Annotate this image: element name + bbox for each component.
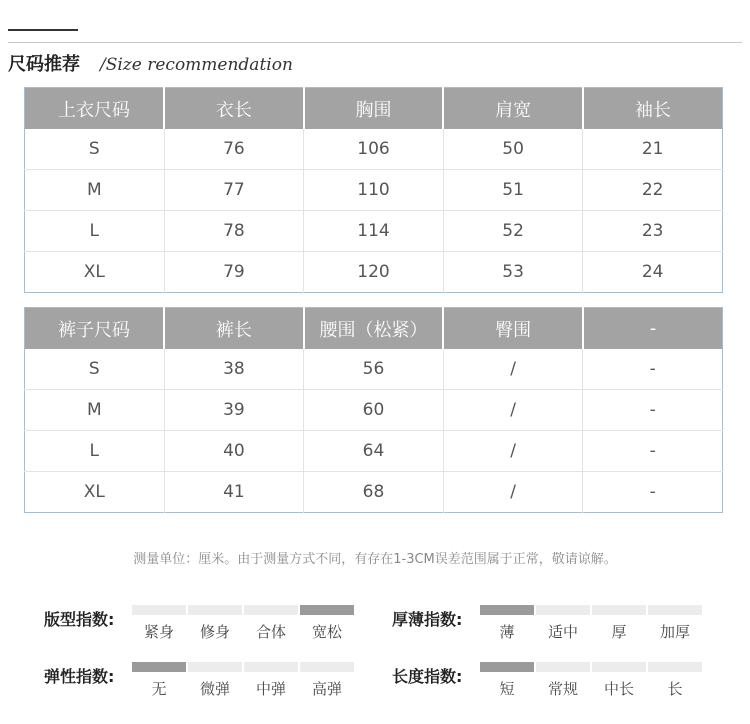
table-header-row — [25, 308, 723, 350]
table-cell: - — [583, 431, 723, 472]
table-cell: 40 — [164, 431, 304, 472]
section-title-en: /Size recommendation — [100, 55, 293, 75]
bottom-size-table — [24, 307, 723, 513]
index-option-label: 高弹 — [311, 680, 342, 698]
table-cell: 79 — [164, 252, 304, 293]
index-option-label: 中长 — [603, 680, 634, 698]
index-option-label: 修身 — [199, 623, 230, 641]
table-cell: M — [25, 170, 165, 211]
table-cell: - — [583, 349, 723, 390]
index-option — [480, 605, 534, 642]
index-option — [132, 605, 186, 642]
table-cell: 38 — [164, 349, 304, 390]
table-row — [25, 431, 723, 472]
table-cell: - — [583, 390, 723, 431]
index-bar-selected — [480, 605, 534, 615]
section-header — [8, 50, 293, 76]
table-header-cell: 腰围（松紧） — [304, 308, 444, 350]
table-cell: 41 — [164, 472, 304, 513]
table-header-cell: 衣长 — [164, 88, 304, 130]
table-cell: 24 — [641, 262, 664, 282]
index-option — [244, 662, 298, 699]
table-header-cell: 肩宽 — [443, 88, 583, 130]
index-option — [188, 605, 242, 642]
index-bar — [648, 662, 702, 672]
measurement-note: 测量单位：厘米。由于测量方式不同，有存在1-3CM误差范围属于正常，敬请谅解。 — [133, 552, 617, 567]
table-cell: 76 — [164, 129, 304, 170]
table-cell: - — [649, 482, 656, 502]
index-option — [300, 605, 354, 642]
index-option-label: 加厚 — [659, 623, 690, 641]
table-cell: 52 — [443, 211, 583, 252]
table-cell: L — [25, 431, 165, 472]
index-option — [592, 662, 646, 699]
fit-index — [44, 605, 364, 661]
index-option-label: 合体 — [255, 623, 286, 641]
table-cell: S — [25, 129, 165, 170]
table-cell: 60 — [304, 390, 444, 431]
table-cell: 114 — [304, 211, 444, 252]
index-option-label: 厚 — [611, 623, 627, 641]
index-option — [188, 662, 242, 699]
table-cell: 68 — [304, 472, 444, 513]
table-cell: / — [443, 390, 583, 431]
table-cell: / — [443, 349, 583, 390]
table-cell: 106 — [304, 129, 444, 170]
index-option-label: 薄 — [499, 623, 515, 641]
table-cell: 22 — [583, 170, 723, 211]
table-row — [25, 472, 723, 513]
top-size-table — [24, 87, 723, 293]
section-title-cn: 尺码推荐 — [8, 54, 80, 75]
table-cell: 78 — [164, 211, 304, 252]
index-option — [244, 605, 298, 642]
table-header-cell: 裤长 — [164, 308, 304, 350]
table-cell: / — [443, 472, 583, 513]
table-header-cell: - — [583, 308, 723, 350]
table-header-cell: 臀围 — [443, 308, 583, 350]
index-bar-selected — [480, 662, 534, 672]
table-cell: S — [25, 349, 165, 390]
index-bar — [592, 605, 646, 615]
table-cell: 120 — [304, 252, 444, 293]
index-option-label: 长 — [667, 680, 683, 698]
table-row — [25, 390, 723, 431]
elasticity-index — [44, 662, 364, 718]
index-bar — [300, 662, 354, 672]
table-header-row — [25, 88, 723, 130]
table-cell: / — [443, 431, 583, 472]
index-bar — [648, 605, 702, 615]
index-bar-selected — [132, 662, 186, 672]
table-cell: 64 — [304, 431, 444, 472]
table-cell: 51 — [443, 170, 583, 211]
index-option-label: 适中 — [547, 623, 578, 641]
index-bar — [132, 605, 186, 615]
thickness-index — [392, 605, 712, 661]
index-label: 版型指数: — [44, 610, 115, 629]
index-option-label: 微弹 — [199, 680, 230, 698]
table-cell: 110 — [304, 170, 444, 211]
table-cell: M — [25, 390, 165, 431]
table-header-cell: 裤子尺码 — [25, 308, 165, 350]
table-row — [25, 170, 723, 211]
table-cell: 39 — [164, 390, 304, 431]
index-label: 弹性指数: — [44, 667, 115, 686]
index-option — [536, 605, 590, 642]
index-option-label: 宽松 — [311, 623, 342, 641]
table-cell: L — [25, 211, 165, 252]
index-option-label: 短 — [499, 680, 515, 698]
index-bar — [244, 605, 298, 615]
table-cell: 53 — [443, 252, 583, 293]
table-row — [25, 349, 723, 390]
index-option — [480, 662, 534, 699]
index-option — [648, 605, 702, 642]
index-label: 长度指数: — [392, 667, 463, 686]
index-bar — [188, 662, 242, 672]
index-option-label: 常规 — [547, 680, 578, 698]
index-option — [536, 662, 590, 699]
table-row — [25, 129, 723, 170]
table-row — [25, 211, 723, 252]
index-bar — [188, 605, 242, 615]
index-option — [132, 662, 186, 699]
index-bar — [244, 662, 298, 672]
table-cell: 77 — [164, 170, 304, 211]
header-divider — [8, 42, 742, 43]
index-bar — [592, 662, 646, 672]
index-label: 厚薄指数: — [392, 610, 463, 629]
header-accent-bar — [8, 29, 78, 31]
table-header-cell: 袖长 — [583, 88, 723, 130]
table-header-cell: 上衣尺码 — [25, 88, 165, 130]
index-bar-selected — [300, 605, 354, 615]
table-header-cell: 胸围 — [304, 88, 444, 130]
index-option-label: 中弹 — [255, 680, 286, 698]
index-option — [592, 605, 646, 642]
length-index — [392, 662, 712, 718]
table-cell: XL — [25, 472, 165, 513]
index-bar — [536, 662, 590, 672]
table-cell: 50 — [443, 129, 583, 170]
index-option-label: 紧身 — [143, 623, 174, 641]
table-cell: 21 — [583, 129, 723, 170]
index-option — [648, 662, 702, 699]
table-cell: 56 — [304, 349, 444, 390]
table-row — [25, 252, 723, 293]
index-option — [300, 662, 354, 699]
index-bar — [536, 605, 590, 615]
table-cell: 23 — [583, 211, 723, 252]
table-cell: XL — [25, 252, 165, 293]
index-option-label: 无 — [151, 680, 167, 698]
